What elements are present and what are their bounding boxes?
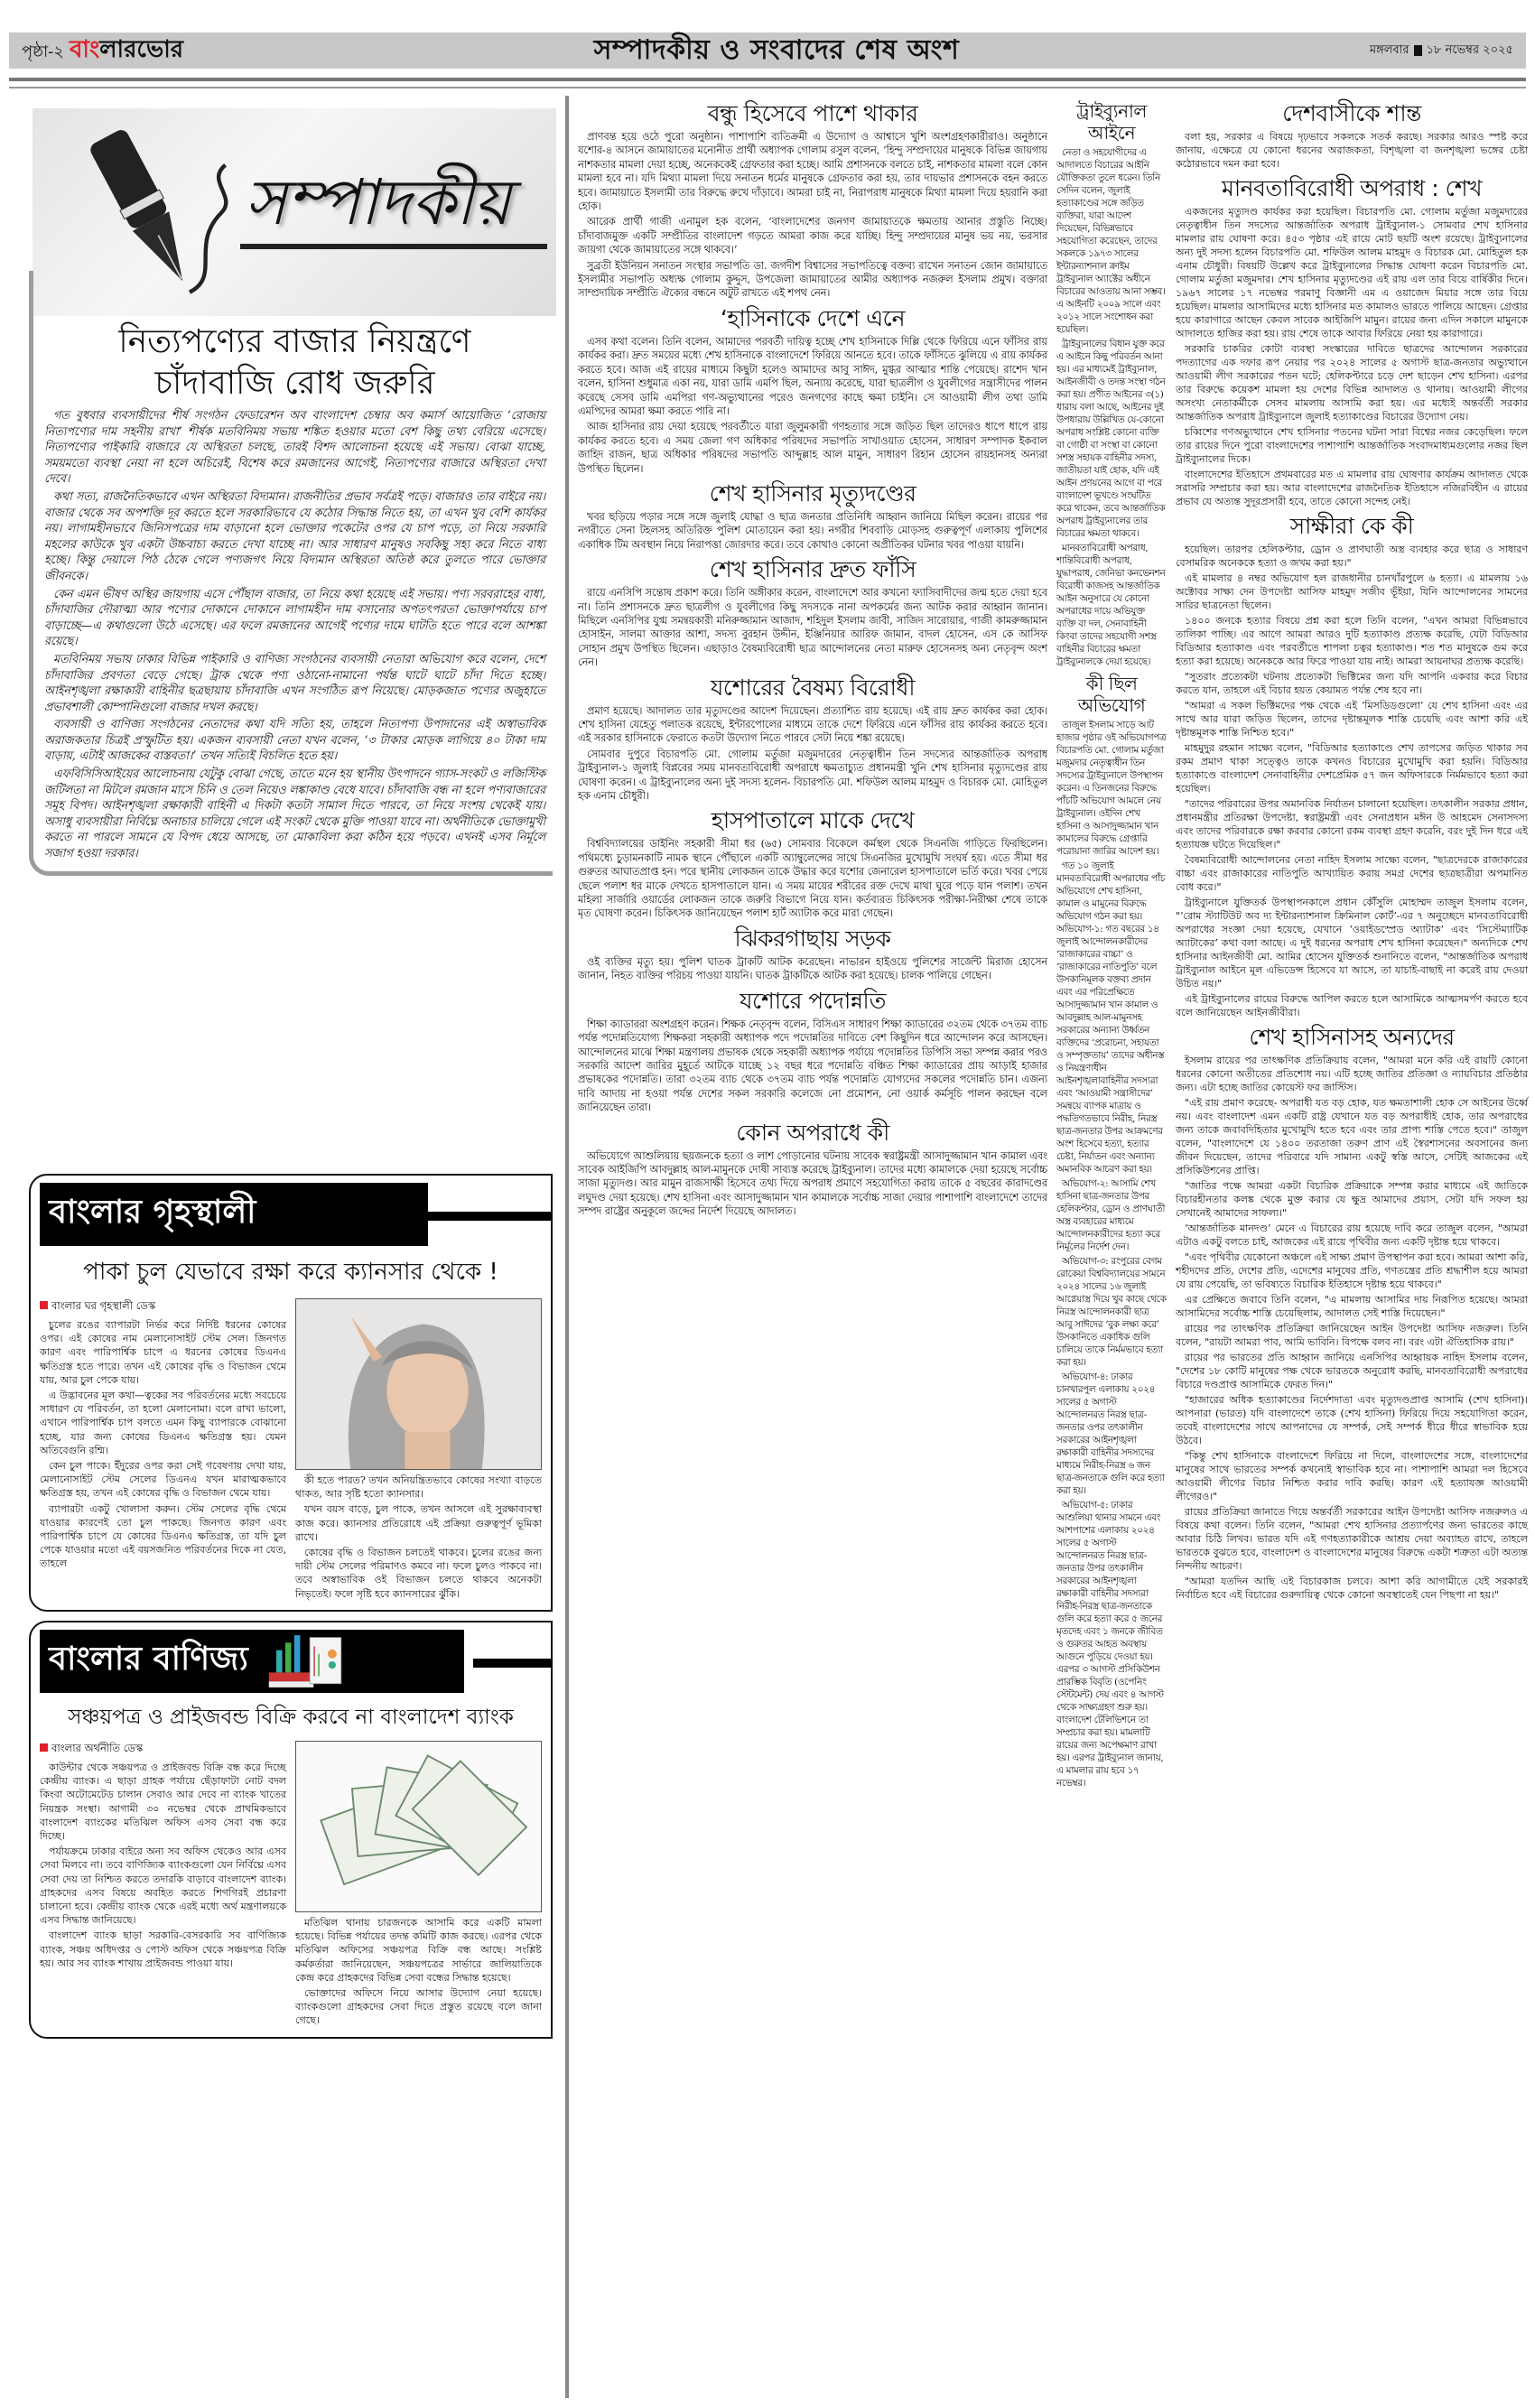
commerce-paragraph: কাউন্টার থেকে সঞ্চয়পত্র ও প্রাইজবন্ড বিক্রি বন্ধ করে দিচ্ছে কেন্দ্রীয় ব্যাংক। এ ছাড়া গ্রাহক পর্যায়ে ছেঁড়াফাটা নোট বদল কিংবা অটোমেটেড চালান সেবাও আর দেবে না ব্যাংক খাতের নিয়ন্ত্রক সংস্থা। আগামী ৩০ নভেম্বর থেকে প্রাথমিকভাবে বাংলাদেশ ব্যাংকের মতিঝিল অফিস এসব সেবা বন্ধ করে দিচ্ছে। xyxy=(40,1762,286,1843)
household-desk-label: বাংলার ঘর গৃহস্থালী ডেস্ক xyxy=(51,1299,156,1312)
editorial-paragraph: কথা সত্য, রাজনৈতিকভাবে এখন অস্থিরতা বিদ্যমান। রাজনীতির প্রভাব সর্বত্রই পড়ে। বাজারও তার বাইরে নয়। বাজার থেকে সব অপশক্তি দূর করতে হলে সরকারিভাবে যে কঠোর সিদ্ধান্ত নিতে হয়, তা এখন খুব বেশি কার্যকর নয়। লাগামহীনভাবে জিনিসপত্রের দাম বাড়ানো হলে ভোক্তার পকেটের ওপর যে চাপ পড়ে, তা নিয়ে সরকারি মহলের কাউকে খুব একটা উচ্চবাচ্য করতে দেখা যাচ্ছে না। আর সাধারণ মানুষও সবকিছু সহ্য করে নিতে বাধ্য হচ্ছে। কিন্তু দেয়ালে পিঠ ঠেকে গেলে পণ্যজগৎ নিয়ে বিদ্যমান অস্থিরতা অতিষ্ঠ করে তুলতে পারে ভোক্তার জীবনকে। xyxy=(44,489,545,583)
article-paragraph: রায়ের পর তাৎক্ষণিক প্রতিক্রিয়া জানিয়েছেন আইন উপদেষ্টা আসিফ নজরুল। তিনি বলেন, "রায়টা আমরা পাব, আমি ভাবিনি। বিপক্ষে বলব না। বরং এটা ঐতিহাসিক রায়।" xyxy=(1176,1323,1528,1348)
household-headline: পাকা চুল যেভাবে রক্ষা করে ক্যানসার থেকে ! xyxy=(83,1259,498,1286)
brand-logo-red: বাং xyxy=(69,36,100,63)
commerce-paragraph: ভোক্তাদের অফিসে নিয়ে আসার উদ্যোগ নেয়া হয়েছে। ব্যাংকগুলো গ্রাহকদের সেবা দিতে প্রস্তুত রয়েছে বলে জানা গেছে। xyxy=(295,1987,542,2027)
article-paragraph: বলা হয়, সরকার এ বিষয়ে দৃঢ়ভাবে সকলকে সতর্ক করছে। সরকার আরও স্পষ্ট করে জানায়, এক্ষেত্রে যে কোনো ধরনের অরাজকতা, বিশৃঙ্খলা বা জনশৃঙ্খলা ভঙ্গের চেষ্টা কঠোরভাবে দমন করা হবে। xyxy=(1176,131,1528,170)
article-paragraph: "সুতরাং প্রত্যেকটা ঘটনায় প্রত্যেকটা ভিক্টিমের জন্য যদি আপনি একবার করে বিচার করতে যান, তাহলে এই বিচার হয়ত কেয়ামত পর্যন্ত শেষ হবে না। xyxy=(1176,671,1528,696)
commerce-desk-label: বাংলার অর্থনীতি ডেস্ক xyxy=(51,1742,144,1754)
article-paragraph: রায়ে এনসিপি সন্তোষ প্রকাশ করে। তিনি অঙ্গীকার করেন, বাংলাদেশে আর কখনো ফ্যাসিবাদীদের জন্ম হতে দেয়া হবে না। তিনি প্রশাসনকে দ্রুত ছাত্রলীগ ও যুবলীগের কিছু সদস্যকে নানা অপকর্মের জন্য আটক করার আহ্বান জানান। মিছিলে এনসিপির যুগ্ম সমন্বয়কারী মনিরুজ্জামান আজাদ, শহিদুল ইসলাম জাবী, সাজিদ সারোয়ার, গাজী কামরুজ্জামান হোসাইন, সালমা আক্তার আশা, সদস্য বুরহান উদ্দীন, ইঞ্জিনিয়ার আরিফ জামান, বাদল হোসেন, এস কে আসিফ সোহান প্রমুখ উপস্থিত ছিলেন। এছাড়াও বৈষম্যবিরোধী ছাত্র আন্দোলনের নেতা মারুফ হোসেনসহ অন্য নেতৃবৃন্দ অংশ নেন। xyxy=(578,586,1047,669)
tribunal-heading: ট্রাইব্যুনাল আইনে xyxy=(1076,100,1147,144)
section-heading: মানবতাবিরোধী অপরাধ : শেখ xyxy=(1221,175,1482,201)
brand-logo xyxy=(70,31,183,70)
editorial-headline-line2: চাঁদাবাজি রোধ জরুরি xyxy=(154,365,435,402)
article-paragraph: রায়ের পর ভারতের প্রতি আহ্বান জানিয়ে এনসিপির আহ্বায়ক নাহিদ ইসলাম বলেন, "দেশের ১৮ কোটি মানুষের পক্ষ থেকে ভারতকে অনুরোধ করছি, মানবতাবিরোধী অপরাধের বিচারে দণ্ডপ্রাপ্ত আসামিকে ফেরত দিন।" xyxy=(1176,1352,1528,1390)
tribunal-paragraph: ট্রাইব্যুনালের বিধান যুক্ত করে এ আইনে কিছু পরিবর্তন আনা হয়। এর মাধ্যমেই ট্রাইব্যুনাল, আইনজীবী ও তদন্ত সংস্থা গঠন করা হয়। প্রণীত আইনের ৩(১) ধারায় বলা আছে, আইনের দুই উপধারায় উল্লিখিত যে-কোনো অপরাধ সংশ্লিষ্ট কোনো ব্যক্তি বা গোষ্ঠী বা সংস্থা বা কোনো সশস্ত্র সহায়ক বাহিনীর সদস্য, জাতীয়তা যাই হোক, যদি এই আইন প্রণয়নের আগে বা পরে বাংলাদেশ ভূখণ্ডে সংঘটিত করে থাকেন, তবে আন্তর্জাতিক অপরাধ ট্রাইব্যুনালের তার বিচারের ক্ষমতা থাকবে। xyxy=(1056,339,1166,539)
separator-square-icon xyxy=(1414,45,1422,56)
editorial-paragraph: গত বুধবার ব্যবসায়ীদের শীর্ষ সংগঠন ফেডারেশন অব বাংলাদেশ চেম্বার অব কমার্স আয়োজিত ‘রোজায় নিত্যপণ্যের দাম সহনীয় রাখা’ শীর্ষক মতবিনিময় সভায় শঙ্কিত হওয়ার মতো বেশ কিছু তথ্য বেরিয়ে এসেছে। নিত্যপণ্যের পাইকারি বাজারে যে অস্থিরতা চলছে, তারই বিশদ আলোচনা হয়েছে এই সভায়। বোঝা যাচ্ছে, সময়মতো ব্যবস্থা নেয়া না হলে অচিরেই, বিশেষ করে রমজানের আগেই, নিত্যপণ্যের বাজারে অস্থিরতা দেখা দেবে। xyxy=(44,409,545,487)
article-paragraph: "এবং পৃথিবীর যেকোনো অঞ্চলে এই সাক্ষ্য প্রমাণ উপস্থাপন করা হবে। আমরা আশা করি, শহীদদের প্রতি, দেশের প্রতি, এদেশের মানুষের প্রতি, গণতন্ত্রের প্রতি শ্রদ্ধাশীল হয়ে আমরা যে রায় পেয়েছি, তা ভবিষ্যতে বিচারিক ইতিহাসে দৃষ্টান্ত হয়ে থাকবে।" xyxy=(1176,1251,1528,1290)
article-paragraph: প্রমাণ হয়েছে। আদালত তার মৃত্যুদণ্ডের আদেশ দিয়েছেন। প্রত্যাশিত রায় হয়েছে। এই রায় দ্রুত কার্যকর করা হোক। শেখ হাসিনা যেহেতু পলাতক রয়েছে, ইন্টারপোলের মাধ্যমে তাকে দেশে ফিরিয়ে এনে ফাঁসির রায় কার্যকর করতে হবে। এই সরকার হাসিনাকে ফেরাতে কতটা উদ্যোগ নিতে পারবে সেটা নিয়ে শঙ্কা রয়েছে। xyxy=(578,703,1047,745)
article-paragraph: "হাজারের অধিক হত্যাকাণ্ডের নির্দেশদাতা এবং মৃত্যুদণ্ডপ্রাপ্ত আসামি (শেখ হাসিনা)। আপনারা (ভারত) যদি বাংলাদেশে তাকে (শেখ হাসিনা) ফিরিয়ে দিয়ে সহযোগিতা করেন, তবেই বাংলাদেশের সাথে আপনাদের যে সম্পর্ক, সেই সম্পর্ক ধীরে ধীরে স্বাভাবিক হয়ে উঠবে। xyxy=(1176,1394,1528,1446)
article-paragraph: এই ট্রাইব্যুনালের রায়ের বিরুদ্ধে আপিল করতে হলে আসামিকে আত্মসমর্পণ করতে হবে বলে জানিয়েছেন আইনজীবীরা। xyxy=(1176,993,1528,1018)
section-heading: বন্ধু হিসেবে পাশে থাকার xyxy=(707,100,918,126)
grey-hair-woman-photo xyxy=(295,1298,542,1470)
editorial-paragraph: ব্যবসায়ী ও বাণিজ্য সংগঠনের নেতাদের কথা যদি সত্যি হয়, তাহলে নিত্যপণ্য উপাদানের এই অস্বাভাবিক অরাজকতার চিত্রই প্রস্ফুটিত হয়। একজন ব্যবসায়ী নেতা যখন বলেন, ‘৩ টাকার মোড়ক লাগিয়ে ৪০ টাকা দাম বাড়ায়, এটাই আজকের বাস্তবতা।’ তখন সত্যিই বিচলিত হতে হয়। xyxy=(44,718,545,764)
middle-column xyxy=(578,96,1047,1221)
household-paragraph: কোষের বৃদ্ধি ও বিভাজন চলতেই থাকবে। চুলের রঙের জন্য দায়ী স্টেম সেলের পরিমাণও কমবে না। ফলে চুলও পাকবে না। তবে অস্বাভাবিক ওই বিভাজন চলতে থাকবে অনেকটা নিভৃতেই। ফলে সৃষ্টি হবে ক্যানসারের ঝুঁকি। xyxy=(295,1547,542,1600)
article-paragraph: আরেক প্রার্থী গাজী এনামুল হক বলেন, ‘বাংলাদেশের জনগণ জামায়াতকে ক্ষমতায় আনার প্রস্তুতি নিচ্ছে। চাঁদাবাজমুক্ত একটি সম্প্রীতির বাংলাদেশ গড়তে আমরা কাজ করে যাচ্ছি। হিন্দু সম্প্রদায়ের মানুষ ভয় নয়, ভরসার জায়গা থেকে জামায়াতের সঙ্গে থাকবে।’ xyxy=(578,215,1047,256)
household-paragraph: যখন বয়স বাড়ে, চুল পাকে, তখন আসলে এই সুরক্ষাব্যবস্থা কাজ করে। ক্যানসার প্রতিরোধে এই প্রক্রিয়া গুরুত্বপূর্ণ ভূমিকা রাখে। xyxy=(295,1503,542,1543)
article-paragraph: ওই ব্যক্তির মৃত্যু হয়। পুলিশ ঘাতক ট্রাকটি আটক করেছেন। নাভারন হাইওয়ে পুলিশের সার্জেন্ট মিরাজ হোসেন জানান, নিহত ব্যক্তির পরিচয় পাওয়া যায়নি। ঘাতক ট্রাকটিকে আটক করা হয়েছে। চালক পালিয়ে গেছেন। xyxy=(578,954,1047,982)
household-paragraph: এ উদ্ভাবনের মূল কথা—ত্বকের সব পরিবর্তনের মধ্যে সবচেয়ে সাধারণ যে পরিবর্তন, তা হলো মেলানোমা। বলে রাখা ভালো, এখানে পারিপার্শ্বিক চাপ বলতে এমন কিছু ব্যাপারকে বোঝানো হচ্ছে, যার জন্য কোষের ডিএনএ ক্ষতিগ্রস্ত হয়। যেমন অতিবেগুনি রশ্মি। xyxy=(40,1390,286,1456)
editorial-banner-rule xyxy=(240,244,547,249)
article-paragraph: এসব কথা বলেন। তিনি বলেন, আমাদের পরবর্তী দায়িত্ব হচ্ছে শেখ হাসিনাকে দিল্লি থেকে ফিরিয়ে এনে ফাঁসির রায় কার্যকর করা। দ্রুত সময়ের মধ্যে শেখ হাসিনাকে বাংলাদেশে ফিরিয়ে আনতে হবে। তাকে ফাঁসিতে ঝুলিয়ে এ রায় কার্যকর করতে হবে। আজ এই রায়ের মাধ্যমে কিছুটা হলেও আমাদের আবু সাঈদ, মুগ্ধর আত্মার শান্তি পেয়েছে। রাশেদ খান বলেন, হাসিনা শুধুমাত্র একা নয়, যারা ডামি এমপি ছিল, অন্যায় করেছে, যারা ছাত্রলীগ ও যুবলীগের সন্ত্রাসীদের পালন করেছে সেসব ডামি এমপিরা গণ-অভ্যুত্থানের পরেও জনগণের কাছে ক্ষমা চাইনি। সে আওয়ামী লীগ তথা ডামি এমপিদের আমরা ক্ষমা করতে পারি না। xyxy=(578,334,1047,417)
tribunal-paragraph: গত ১০ জুলাই মানবতাবিরোধী অপরাধের পাঁচ অভিযোগে শেখ হাসিনা, কামাল ও মামুনের বিরুদ্ধে অভিযোগ গঠন করা হয়। অভিযোগ-১: গত বছরের ১৪ জুলাই আন্দোলনকারীদের ‘রাজাকারের বাচ্চা’ ও ‘রাজাকারের নাতিপুতি’ বলে উসকানিমূলক বক্তব্য প্রদান এবং এর পরিপ্রেক্ষিতে আসাদুজ্জামান খান কামাল ও আবদুল্লাহ আল-মামুনসহ সরকারের অন্যান্য উর্ধ্বতন ব্যক্তিদের ‘প্ররোচনা, সহায়তা ও সম্পৃক্ততায়’ তাদের অধীনস্ত ও নিয়ন্ত্রণাধীন আইনশৃঙ্খলাবাহিনীর সদস্যরা এবং ‘আওয়ামী সন্ত্রাসীদের’ সমন্বয়ে ব্যাপক মাত্রায় ও পদ্ধতিগতভাবে নিরীহ, নিরস্ত্র ছাত্র-জনতার উপর আক্রমণের অংশ হিসেবে হত্যা, হত্যার চেষ্টা, নির্যাতন এবং অন্যান্য অমানবিক আচরণ করা হয়। xyxy=(1056,860,1166,1175)
article-paragraph: প্রাণবন্ত হয়ে ওঠে পুরো অনুষ্ঠান। পাশাপাশি ব্যতিক্রমী এ উদ্যোগ ও আশ্বাসে খুশি অংশগ্রহণকারীরাও। অনুষ্ঠানে যশোর-৪ আসনে জামায়াতের মনোনীত প্রার্থী অধ্যাপক গোলাম রসুল বলেন, ‘হিন্দু সম্প্রদায়ের মানুষকে বিভিন্ন জায়গায় নাশকতার মামলা দেয়া হচ্ছে, অনেককেই গ্রেফতার করা হচ্ছে। আমি প্রশাসনকে বলতে চাই, নাশকতার মামলা বলে কোন মামলা হবে না। যদি মিথ্যা মামলা দিয়ে সনাতন ধর্মের মানুষকে গ্রেফতার করা হয়, তার দায়ভার প্রশাসনকে বহন করতে হবে। জামায়াতে ইসলামী তার বিরুদ্ধে রুখে দাঁড়াবে। আমরা চাই না, নিরাপরাধ মানুষকে মিথ্যা মামলা দিয়ে হয়রানি করা হোক। xyxy=(578,130,1047,213)
article-paragraph: "তাদের পরিবারের উপর অমানবিক নির্যাতন চালানো হয়েছিল। তৎকালীন সরকার প্রধান, প্রধানমন্ত্রীর প্রতিরক্ষা উপদেষ্টা, স্বরাষ্ট্রমন্ত্রী এবং সেনাপ্রধান মঈন উ আহমেদ সেনাসদস্য এবং তাদের পরিবারকে রক্ষা করবার কোনো রকম ব্যবস্থা গ্রহণ করেনি, বরং দুই দিন ধরে এই হত্যাযজ্ঞ ঘটতে দিয়েছিল।" xyxy=(1176,798,1528,851)
article-paragraph: ট্রাইব্যুনালে যুক্তিতর্ক উপস্থাপনকালে প্রধান কৌঁসুলি মোহাম্মদ তাজুল ইসলাম বলেন, "‘রোম স্ট্যাটিউট অব দ্য ইন্টারন্যাশনাল ক্রিমিনাল কোর্ট’-এর ৭ অনুচ্ছেদে মানবতাবিরোধী অপরাধের সংজ্ঞা দেয়া হয়েছে, যেখানে ‘ওয়াইডস্প্রেড অ্যাটাক’ এবং ‘সিস্টেম্যাটিক অ্যাটাকের’ কথা বলা আছে। এ দুই ধরনের অপরাধ শেখ হাসিনা করেছেন।" অন্যদিকে শেখ হাসিনার আইনজীবী মো. আমির হোসেন যুক্তিতর্ক শুনানিতে বলেন, "আন্তর্জাতিক অপরাধ ট্রাইব্যুনাল আইনে মূল এভিডেন্স হিসেবে যা আসে, তা যাচাই-বাছাই না করেই রায় দেওয়া উচিত নয়।" xyxy=(1176,897,1528,990)
article-paragraph: "জাতির পক্ষে আমরা একটা বিচারিক প্রক্রিয়াকে সম্পন্ন করার মাধ্যমে এই জাতিকে বিচারহীনতার কলঙ্ক থেকে মুক্ত করার যে ক্ষুদ্র আমাদের প্রয়াস, সেটা যদি সফল হয় সেখানেই আমাদের সাফল্য।" xyxy=(1176,1180,1528,1219)
tribunal-paragraph: অভিযোগ-২: আসামি শেখ হাসিনা ছাত্র-জনতার উপর হেলিকপ্টার, ড্রোন ও প্রাণঘাতী অস্ত্র ব্যবহারের মাধ্যমে আন্দোলনকারীদের হত্যা করে নির্মূলের নির্দেশ দেন। xyxy=(1056,1178,1166,1252)
household-banner-rule xyxy=(428,1212,553,1221)
tribunal-column xyxy=(1056,96,1167,1791)
article-paragraph: "এই রায় প্রমাণ করেছে- অপরাধী যত বড় হোক, যত ক্ষমতাশালী হোক সে আইনের উর্ধ্বে নয়। এবং বাংলাদেশ এমন একটি রাষ্ট্র যেখানে যত বড় অপরাধীই হোক, তার অপরাধের জন্য তাকে জবাবদিহিতার মুখোমুখি হতে হবে এবং তার প্রাপ্য শাস্তি পেতে হবে।" তাজুল বলেন, "বাংলাদেশে যে ১৪০০ তরতাজা তরুণ প্রাণ এই স্বৈরশাসনের অবসানের জন্য জীবন দিয়েছেন, তাদের পরিবারে যদি সামান্য একটু স্বস্তি আসে, সেটিই আজকের এই প্রসিকিউশনের প্রাপ্তি। xyxy=(1176,1097,1528,1176)
article-paragraph: রায়ের প্রতিক্রিয়া জানাতে গিয়ে অন্তর্বর্তী সরকারের আইন উপদেষ্টা আসিফ নজরুলও এ বিষয়ে কথা বলেন। তিনি বলেন, "আমরা শেখ হাসিনার প্রত্যার্পণের জন্য ভারতের কাছে আবার চিঠি লিখব। ভারত যদি এই গণহত্যাকারীকে আশ্রয় দেয়া অব্যাহত রাখে, তাহলে ভারতকে বুঝতে হবে, বাংলাদেশ ও বাংলাদেশের মানুষের বিরুদ্ধে একটা শত্রুতা এটা অত্যন্ত নিন্দনীয় আচরণ। xyxy=(1176,1506,1528,1572)
article-paragraph: এর প্রেক্ষিতে জবাবে তিনি বলেন, "এ মামলায় আসামির দায় নিরূপিত হয়েছে। আমরা আসামিদের সর্বোচ্চ শাস্তি চেয়েছিলাম, আদালত সেই শাস্তি দিয়েছেন।" xyxy=(1176,1294,1528,1319)
article-paragraph: খবর ছড়িয়ে পড়ার সঙ্গে সঙ্গে জুলাই যোদ্ধা ও ছাত্র জনতার প্রতিনিধি আহ্বান জানিয়ে মিছিল করেন। রায়ের পর নগরীতে সেনা টহলসহ অতিরিক্ত পুলিশ মোতায়েন করা হয়। নগরীর শিববাড়ি মোড়সহ গুরুত্বপূর্ণ এলাকায় পুলিশের একাধিক টিম অবস্থান নিয়ে নিরাপত্তা জোরদার করে। তবে কোথাও কোনো অপ্রীতিকর ঘটনার খবর পাওয়া যায়নি। xyxy=(578,509,1047,551)
tribunal-paragraph: মানবতাবিরোধী অপরাধ, শান্তিবিরোধী অপরাধ, যুদ্ধাপরাধ, জেনিভা কনভেনশন বিরোধী কাজসহ আন্তর্জাতিক আইন অনুসারে যে কোনো অপরাধের দায়ে অভিযুক্ত ব্যক্তি বা দল, সেনাবাহিনী কিংবা তাদের সহযোগী সশস্ত্র বাহিনীর বিচারের ক্ষমতা ট্রাইব্যুনালকে দেয়া হয়েছে। xyxy=(1056,543,1166,667)
household-banner xyxy=(40,1183,428,1246)
section-heading: সাক্ষীরা কে কী xyxy=(1289,513,1414,539)
red-marker-icon xyxy=(40,1743,48,1752)
household-paragraph: কেন চুল পাকে। ইঁদুরের ওপর করা সেই গবেষণায় দেখা যায়, মেলানোসাইট স্টেম সেলের ডিএনএ যখন মারাত্মকভাবে ক্ষতিগ্রস্ত হয়, তখন এই কোষের বৃদ্ধি ও বিভাজন থেমে যায়। xyxy=(40,1460,286,1500)
day-label: মঙ্গলবার xyxy=(1369,42,1409,57)
article-paragraph: ইসলাম রায়ের পর তাৎক্ষণিক প্রতিক্রিয়ায় বলেন, "আমরা মনে করি এই রায়টি কোনো ধরনের কোনো অতীতের প্রতিশোধ নয়। এটি হচ্ছে জাতির প্রতিজ্ঞা ও ন্যায়বিচার প্রতিষ্ঠার জন্য। এটা হচ্ছে জাতির কোয়েস্ট ফর জাস্টিস। xyxy=(1176,1055,1528,1093)
article-paragraph: ‘আন্তর্জাতিক মানদণ্ড’ মেনে এ বিচারের রায় হয়েছে দাবি করে তাজুল বলেন, "আমরা এটাও একটু বলতে চাই, আজকের এই রায়ে পৃথিবীর জন্য একটি দৃষ্টান্ত হয়ে থাকবে। xyxy=(1176,1223,1528,1248)
household-right-column xyxy=(295,1298,542,1603)
article-paragraph: সোমবার দুপুরে বিচারপতি মো. গোলাম মর্তুজা মজুমদারের নেতৃত্বাধীন তিন সদস্যের আন্তর্জাতিক অপরাধ ট্রাইব্যুনাল-১ জুলাই বিপ্লবের সময় মানবতাবিরোধী অপরাধে ক্ষমতাচ্যুত প্রধানমন্ত্রী খুনি শেখ হাসিনার মৃত্যুদণ্ডের রায় ঘোষণা করেন। এ ট্রাইব্যুনালের অন্য দুই সদস্য হলেন- বিচারপতি মো. শফিউল আলম মাহমুদ ও বিচারক মো. মোহিতুল হক এনাম চৌধুরী। xyxy=(578,747,1047,803)
household-paragraph: কী হতে পারত? তখন অনিয়ন্ত্রিতভাবে কোষের সংখ্যা বাড়তে থাকত, আর সৃষ্টি হতো ক্যানসার। xyxy=(295,1474,542,1501)
editorial-paragraph: কেন এমন ভীষণ অস্থির জায়গায় এসে পৌঁছাল বাজার, তা নিয়ে কথা হয়েছে এই সভায়। পণ্য সরবরাহের বাধা, চাঁদাবাজির দৌরাত্ম্য আর পণ্যের দোকানে দোকানে লাগামহীন দাম বসানোর অপতৎপরতা ভোক্তাপর্যায়ে চাপ বাড়াচ্ছে—এ কথাগুলো উঠে এসেছে। এর ফলে রমজানের আগেই পণ্যের দামে ঘাটতি হতে পারে বলে আশঙ্কা রয়েছে। xyxy=(44,587,545,649)
section-heading: হাসপাতালে মাকে দেখে xyxy=(711,807,915,834)
commerce-headline: সঞ্চয়পত্র ও প্রাইজবন্ড বিক্রি করবে না বাংলাদেশ ব্যাংক xyxy=(68,1706,514,1729)
article-paragraph: অভিযোগে আশুলিয়ায় ছয়জনকে হত্যা ও লাশ পোড়ানোর ঘটনায় সাবেক স্বরাষ্ট্রমন্ত্রী আসাদুজ্জামান খান কামাল এবং সাবেক আইজিপি আবদুল্লাহ আল-মামুনকে দোষী সাব্যস্ত করেছে ট্রাইব্যুনাল। তাদের মধ্যে কামালকে দেয়া হয়েছে সর্বোচ্চ সাজা মৃত্যুদণ্ড। আর মামুন রাজসাক্ষী হিসেবে তথ্য দিয়ে অপরাধ প্রমাণে সহযোগিতা করায় তাকে ৫ বছরের কারাদণ্ডের লঘুদণ্ড দেয়া হয়েছে। শেখ হাসিনা এবং আসাদুজ্জামান খান কামালকে সর্বোচ্চ সাজা দেয়ার পাশাপাশি বাংলাদেশে তাদের সম্পদ রাষ্ট্রের অনুকূলে জব্দের নির্দেশ দিয়েছে আদালত। xyxy=(578,1148,1047,1218)
article-paragraph: শিক্ষা ক্যাডাররা অংশগ্রহণ করেন। শিক্ষক নেতৃবৃন্দ বলেন, বিসিএস সাধারণ শিক্ষা ক্যাডারের ৩২তম থেকে ৩৭তম ব্যাচ পর্যন্ত পদোন্নতিযোগ্য শিক্ষকরা সহকারী অধ্যাপক পদে পদোন্নতির দাবিতে বেশ কিছুদিন ধরে আন্দোলন করে আসছেন। আন্দোলনের মাঝে শিক্ষা মন্ত্রণালয় প্রভাষক থেকে সহকারী অধ্যাপক পর্যায়ে পদোন্নতির ডিপিসি সভা সম্পন্ন করার পরও সরকারি আদেশ জারির মুহূর্তে আটকে যাচ্ছে ১২ বছর ধরে পদোন্নতি বঞ্চিত শিক্ষা ক্যাডারের প্রায় আড়াই হাজার প্রভাষকের পদোন্নতি। তারা ৩২তম ব্যাচ থেকে ৩৭তম ব্যাচ পর্যন্ত পদোন্নতি যোগ্যদের সকলের পদোন্নতি চান। এজন্য দাবি আদায় না হওয়া পর্যন্ত দেশের সকল সরকারি কলেজে নো প্রমোশন, নো ওয়ার্ক কর্মসূচি পালন করছেন বলে জানিয়েছেন তারা। xyxy=(578,1017,1047,1114)
savings-certificates-photo xyxy=(295,1741,542,1912)
commerce-paragraph: বাংলাদেশ ব্যাংক ছাড়া সরকারি-বেসরকারি সব বাণিজ্যিক ব্যাংক, সঞ্চয় অধিদপ্তর ও পোস্ট অফিস থেকে সঞ্চয়পত্র বিক্রি হয়। আর সব ব্যাংক শাখায় প্রাইজবন্ড পাওয়া যায়। xyxy=(40,1929,286,1969)
editorial-headline xyxy=(44,321,545,404)
red-marker-icon xyxy=(40,1301,48,1309)
editorial-banner-title: সম্পাদকীয় xyxy=(245,165,511,239)
commerce-banner xyxy=(40,1630,464,1693)
business-chart-icon xyxy=(263,1632,349,1691)
tribunal-paragraph: অভিযোগ-৪: ঢাকার চানখারপুল এলাকায় ২০২৪ সালের ৫ অগাস্ট আন্দোলনরত নিরস্ত্র ছাত্র-জনতার ওপর তৎকালীন সরকারের আইনশৃঙ্খলা রক্ষাকারী বাহিনীর সদস্যদের মাধ্যমে নিরীহ-নিরস্ত্র ৬ জন ছাত্র-জনতাকে গুলি করে হত্যা করা হয়। xyxy=(1056,1371,1165,1496)
article-paragraph: সুব্রতী ইউনিয়ন সনাতন সংস্থার সভাপতি ডা. জগদীশ বিশ্বাসের সভাপতিত্বে বক্তব্য রাখেন সনাতন জোন জামায়াতে ইসলামীর সভাপতি অধ্যক্ষ গোলাম কুদ্দুস, উপজেলা জামায়াতের আমীর অধ্যাপক নজরুল ইসলাম প্রমুখ। বক্তারা সাম্প্রদায়িক সম্প্রীতি ঐক্যের বন্ধনে অটুট রাখতে এই শপথ নেন। xyxy=(578,258,1047,300)
woman-portrait-icon xyxy=(296,1299,541,1469)
article-paragraph: ১৪০০ জনকে হত্যার বিষয়ে প্রশ্ন করা হলে তিনি বলেন, "এখন আমরা বিভিন্নভাবে তালিকা পাচ্ছি। এর আগে আমরা আরও দুটি হত্যাকাণ্ড প্রত্যক্ষ করেছি, যেটা বিডিআর বিডিআর হত্যাকাণ্ড এবং পরবর্তীতে শাপলা চত্বর হত্যাকাণ্ড। শত শত মানুষকে গুম করে হত্যা করা হয়েছে। অনেককে আর ফিরে পাওয়া যায় নাই। আমরা আয়নাঘর প্রত্যক্ষ করেছি। xyxy=(1176,615,1528,667)
masthead xyxy=(9,33,1526,69)
section-heading: দেশবাসীকে শান্ত xyxy=(1282,100,1421,126)
commerce-paragraph: মতিঝিল থানায় চারজনকে আসামি করে একটি মামলা হয়েছে। বিভিন্ন পর্যায়ের তদন্ত কমিটি কাজ করছে। এরপর থেকে মতিঝিল অফিসের সঞ্চয়পত্র বিক্রি বন্ধ আছে। সংশ্লিষ্ট কর্মকর্তারা জানিয়েছেন, সঞ্চয়পত্রের সার্ভারে জালিয়াতিকে কেন্দ্র করে গ্রাহকদের বিভিন্ন সেবা বন্ধের সিদ্ধান্ত হয়েছে। xyxy=(295,1917,542,1984)
tribunal-paragraph: নেতা ও সহযোগীদের এ আদালতে বিচারের আইনি যৌক্তিকতা তুলে ধরেন। তিনি সেদিন বলেন, জুলাই হত্যাকাণ্ডের সঙ্গে জড়িত ব্যক্তিরা, যারা আদেশ দিয়েছেন, বিভিন্নভাবে সহযোগিতা করেছেন, তাদের সকলকে ১৯৭৩ সালের ইন্টারন্যাশনাল ক্রাইম ট্রাইব্যুনাল অ্যাক্টের অধীনে বিচারের আওতায় আনা সম্ভব। এ আইনটি ২০০৯ সালে এবং ২০১২ সালে সংশোধন করা হয়েছিল। xyxy=(1056,147,1166,335)
household-desk-credit xyxy=(40,1298,286,1316)
household-banner-label: বাংলার গৃহস্থালী xyxy=(49,1194,256,1231)
tribunal-paragraph: অভিযোগ-৩: রংপুরের বেগম রোকেয়া বিশ্ববিদ্যালয়ের সামনে ২০২৪ সালের ১৬ জুলাই আগ্নেয়াস্ত্র দিয়ে খুব কাছে থেকে নিরস্ত্র আন্দোলনকারী ছাত্র আবু সাঈদের ‘বুক লক্ষ্য করে’ উসকানিতে একাধিক গুলি চালিয়ে তাকে নির্মমভাবে হত্যা করা হয়। xyxy=(1056,1256,1167,1368)
article-paragraph: সরকারি চাকরির কোটা ব্যবস্থা সংস্কারের দাবিতে ছাত্রদের আন্দোলন সরকারের পদত্যাগের এক দফার রূপ নেয়ার পর ২০২৪ সালের ৫ অগাস্ট ছাত্র-জনতার অভ্যুত্থানে আওয়ামী লীগ সরকারের পতন ঘটে; হেলিকপ্টারে চড়ে দেশ ছাড়েন শেখ হাসিনা। এরপর তার বিরুদ্ধে কয়েকশ মামলা হয় দেশের বিভিন্ন আদালত ও থানায়। আওয়ামী লীগের অসংখ্য নেতাকর্মীকে সেসব মামলায় আসামি করা হয়। এর মধ্যেই অন্তর্বর্তী সরকার আন্তর্জাতিক অপরাধ ট্রাইব্যুনালে জুলাই হত্যাকাণ্ডের বিচারের উদ্যোগ নেয়। xyxy=(1176,343,1528,423)
household-section xyxy=(29,1174,553,1612)
article-paragraph: "কিন্তু শেখ হাসিনাকে বাংলাদেশে ফিরিয়ে না দিলে, বাংলাদেশের সঙ্গে, বাংলাদেশের মানুষের সাথে ভারতের সম্পর্ক কখনোই স্বাভাবিক হবে না। পাশাপাশি আমরা দল হিসেবে আওয়ামী লীগের বিচার নিশ্চিত করার দাবি করছি। কারণ এই হত্যাযজ্ঞ আওয়ামী লীগেরও।" xyxy=(1176,1450,1528,1502)
page-section-title: সম্পাদকীয় ও সংবাদের শেষ অংশ xyxy=(593,33,960,66)
article-paragraph: বাংলাদেশের ইতিহাসে প্রথমবারের মত এ মামলার রায় ঘোষণার কার্যক্রম আদালত থেকে সরাসরি সম্প্রচার করা হয়। আর বাংলাদেশের রাজনৈতিক ইতিহাসে নজিরবিহীন এ রায়ের প্রভাব যে অত্যন্ত সুদূরপ্রসারী হবে, তাতে কোনো সন্দেহ নেই। xyxy=(1176,469,1528,507)
column-divider xyxy=(565,96,569,2398)
article-paragraph: "আমরা যতদিন আছি এই বিচারকাজ চলবে। আশা করি আগামীতে যেই সরকারই নির্বাচিত হবে এই বিচারের গুরুদায়িত্ব থেকে কোনো অবস্থাতেই যেন পিছপা না হয়।" xyxy=(1176,1576,1528,1601)
masthead-left xyxy=(22,31,183,70)
household-left-column xyxy=(40,1298,286,1603)
section-heading: শেখ হাসিনাসহ অন্যদের xyxy=(1249,1024,1455,1050)
date-label: ১৮ নভেম্বর ২০২৫ xyxy=(1426,42,1513,57)
section-heading: শেখ হাসিনার দ্রুত ফাঁসি xyxy=(709,556,916,583)
right-column xyxy=(1176,96,1528,1604)
editorial-paragraph: এফবিসিসিআইয়ের আলোচনায় যেটুকু বোঝা গেছে, তাতে মনে হয় স্থানীয় উৎপাদনে গ্যাস-সংকট ও লজিস্টিক জটিলতা না মিটলে রমজান মাসে চিনি ও তেল নিয়েও লঙ্কাকাণ্ড বেধে যাবে। চাঁদাবাজি বন্ধ না হলে পণ্যবাজারের সমূহ বিপদ। আইনশৃঙ্খলা রক্ষাকারী বাহিনী এ দিকটা কতটা সামাল দিতে পারবে, তা নিয়ে সংশয় থেকেই যায়। অসাধু ব্যবসায়ীরা নির্বিঘ্নে অনাচার চালিয়ে গেলে এই সংকট থেকে মুক্তি পাওয়া যাবে না। অর্থনীতিকে ভোক্তামুখী করতে না পারলে সামনে যে বিপদ ধেয়ে আসছে, তা মোকাবিলা করা কঠিন হয়ে পড়বে। এখনই এসব নির্মূলে সজাগ হওয়া দরকার। xyxy=(44,767,545,861)
masthead-date xyxy=(1370,42,1513,60)
savings-certificates-fan-icon xyxy=(296,1742,541,1911)
article-paragraph: হয়েছিল। তারপর হেলিকপ্টার, ড্রোন ও প্রাণঘাতী অস্ত্র ব্যবহার করে ছাত্র ও সাধারণ বেসামরিক অনেককে হত্যা ও জখম করা হয়।" xyxy=(1176,544,1528,569)
commerce-left-column xyxy=(40,1741,286,2030)
article-paragraph: বৈষম্যবিরোধী আন্দোলনের নেতা নাহিদ ইসলাম সাক্ষ্যে বলেন, "ছাত্রদেরকে রাজাকারের বাচ্চা এবং রাজাকারের নাতিপুতি আখ্যায়িত করায় সমগ্র দেশের ছাত্রছাত্রীরা অপমানিত বোধ করে।" xyxy=(1176,854,1528,893)
section-heading: ঝিকরগাছায় সড়ক xyxy=(734,925,891,952)
article-paragraph: আজ হাসিনার রায় দেয়া হয়েছে পরবর্তীতে যারা জুলুমকারী গণহত্যার সঙ্গে জড়িত ছিল তাদেরও ধাপে ধাপে রায় কার্যকর করতে হবে। এ সময় জেলা গণ অধিকার পরিষদের সভাপতি সাখাওয়াত হোসেন, সাধারণ সম্পাদক ইকবাল জাহিদ রাজন, ছাত্র অধিকার পরিষদের সভাপতি আব্দুল্লাহ আল মামুন, সাধারণ রিহান হোসেন রায়হানসহ অন্যরা উপস্থিত ছিলেন। xyxy=(578,420,1047,475)
article-paragraph: "আমরা এ সকল ভিক্টিমদের পক্ষ থেকে এই ‘মিসডিডগুলো’ যে শেখ হাসিনা এবং এর সাথে আর যারা জড়িত ছিলেন, তাদের দৃষ্টান্তমূলক শাস্তি চেয়েছি এবং আশা করি এই দৃষ্টান্তমূলক শাস্তি নিশ্চিত হবে।" xyxy=(1176,700,1528,739)
article-paragraph: মাহমুদুর রহমান সাক্ষ্যে বলেন, "বিডিআর হত্যাকাণ্ডে শেখ তাপসের জড়িত থাকার সব রকম প্রমাণ থাকা সত্ত্বেও তাকে কখনও বিচারের মুখোমুখি করা হয়নি। বিডিআর হত্যাকাণ্ডে বাংলাদেশ সেনাবাহিনীর দেশপ্রেমিক ৫৭ জন অফিসারকে নির্মমভাবে হত্যা করা হয়েছিল। xyxy=(1176,742,1528,795)
section-heading: কোন অপরাধে কী xyxy=(736,1119,889,1146)
tribunal-paragraph: তাজুল ইসলাম সাড়ে আট হাজার পৃষ্ঠার ওই অভিযোগপত্র বিচারপতি মো. গোলাম মর্তুজা মজুমদার নেতৃত্বাধীন তিন সদস্যের ট্রাইব্যুনালে উপস্থাপন করেন। এ তিনজনের বিরুদ্ধে পাঁচটি অভিযোগ আমলে নেয় ট্রাইব্যুনাল। ওইদিন শেখ হাসিনা ও আসাদুজ্জামান খান কামালের বিরুদ্ধে গ্রেপ্তারি পরোয়ানা জারির আদেশ হয়। xyxy=(1056,720,1167,857)
tribunal-paragraph: অভিযোগ-৫: ঢাকার আশুলিয়া থানার সামনে এবং আশপাশের এলাকায় ২০২৪ সালের ৫ অগাস্ট আন্দোলনরত নিরস্ত্র ছাত্র-জনতার উপর তৎকালীন সরকারের আইনশৃঙ্খলা রক্ষাকারী বাহিনীর সদস্যরা নিরীহ-নিরস্ত্র ছাত্র-জনতাকে গুলি করে হত্যা করে ৫ জনের মৃতদেহ এবং ১ জনকে জীবিত ও গুরুতর আহত অবস্থায় আগুনে পুড়িয়ে দেওয়া হয়। এরপর ৩ আগস্ট প্রসিকিউশন প্রারম্ভিক বিবৃতি (ওপেনিং স্টেটমেন্ট) দেয় এবং ৪ আগস্ট থেকে সাক্ষ্যগ্রহণ শুরু হয়। বাংলাদেশ টেলিভিশনে তা সম্প্রচার করা হয়। মামলাটি রায়ের জন্য অপেক্ষমাণ রাখা হয়। এরপর ট্রাইব্যুনাল জানায়, এ মামলার রায় হবে ১৭ নভেম্বর। xyxy=(1056,1500,1164,1789)
brand-logo-rest: লারভোর xyxy=(99,36,184,63)
allegations-heading: কী ছিল অভিযোগ xyxy=(1077,673,1146,716)
commerce-desk-credit xyxy=(40,1741,286,1758)
commerce-right-column xyxy=(295,1741,542,2030)
article-paragraph: চব্বিশের গণঅভ্যুত্থানে শেখ হাসিনার পতনের ঘটনা সারা বিশ্বের নজর কেড়েছিল। ফলে তার রায়ের দিনে পুরো বাংলাদেশের পাশাপাশি আন্তর্জাতিক সংবাদমাধ্যমগুলোর নজর ছিল ট্রাইব্যুনালের দিকে। xyxy=(1176,426,1528,465)
masthead-rule-thin xyxy=(9,87,1526,88)
editorial-body xyxy=(44,408,545,862)
article-paragraph: এই মামলার ৪ নম্বর অভিযোগ হল রাজধানীর চানখাঁরপুলে ৬ হত্যা। এ মামলায় ১৬ অক্টোবর সাক্ষ্য দেন উপদেষ্টা আসিফ মাহমুদ সজীব ভূঁইয়া, যিনি আন্দোলনের সামনের সারির ছাত্রনেতা ছিলেন। xyxy=(1176,572,1528,611)
commerce-paragraph: পর্যায়ক্রমে ঢাকার বাইরে অন্য সব অফিস থেকেও আর এসব সেবা মিলবে না। তবে বাণিজ্যিক ব্যাংকগুলো যেন নির্বিঘ্নে এসব সেবা দেয় তা নিশ্চিত করতে তদারকি বাড়াবে বাংলাদেশ ব্যাংক। গ্রাহকদের এসব বিষয়ে অবহিত করতে শিগগিরই প্রচারণা চালানো হবে। কেন্দ্রীয় ব্যাংক থেকে এরই মধ্যে অর্থ মন্ত্রণালয়কে এসব সিদ্ধান্ত জানিয়েছে। xyxy=(40,1846,286,1927)
section-heading: শেখ হাসিনার মৃত্যুদণ্ডের xyxy=(709,479,916,507)
commerce-section xyxy=(29,1621,553,2039)
article-paragraph: বিশ্ববিদ্যালয়ের ডাইনিং সহকারী সীমা ধর (৬৫) সোমবার বিকেলে কর্মস্থল থেকে সিএনজি গাড়িতে ফিরছিলেন। পথিমধ্যে চুড়ামনকাটি নামক স্থানে পৌঁছালে একটি অ্যাম্বুলেন্সের সাথে সিএনজির মুখোমুখি সংঘর্ষ হয়। এতে সীমা ধর গুরুতর আঘাতপ্রাপ্ত হন। পরে স্থানীয় লোকজন তাকে উদ্ধার করে যশোর জেনারেল হাসপাতালে ভর্তি করে। খবর পেয়ে ছেলে পলাশ ধর মাকে দেখতে হাসপাতালে যান। এ সময় মায়ের শরীরের রক্ত দেখে মাথা ঘুরে পড়ে যান পলাশ। তখন মহিলা সার্জারি ওয়ার্ডের লোকজন তাকে জরুরি বিভাগে নিয়ে যান। কর্তব্যরত চিকিৎসক পরীক্ষা-নিরীক্ষা শেষে তাকে মৃত ঘোষণা করেন। চিকিৎসক জানিয়েছেন পলাশ হার্ট অ্যাটাক করে মারা গেছেন। xyxy=(578,837,1047,920)
editorial-article xyxy=(29,271,553,876)
commerce-banner-rule xyxy=(473,1659,553,1668)
household-paragraph: চুলের রঙের ব্যাপারটা নির্ভর করে নির্দিষ্ট ধরনের কোষের ওপর। এই কোষের নাম মেলানোসাইট স্টেম সেল। জিনগত কারণ এবং পারিপার্শ্বিক চাপে এ ধরনের কোষের ডিএনএ ক্ষতিগ্রস্ত হতে পারে। তখন এই কোষের বৃদ্ধি ও বিভাজন থেমে যায়, আর চুল পেকে যায়। xyxy=(40,1319,286,1386)
household-paragraph: ব্যাপারটা একটু খোলাসা করুন। স্টেম সেলের বৃদ্ধি থেমে যাওয়ার কারণেই তো চুল পাকছে। জিনগত কারণ এবং পারিপার্শ্বিক চাপে যে কোষের ডিএনএ ক্ষতিগ্রস্ত, তা যদি চুল পেকে যাওয়ার মতো এই বয়সজনিত পরিবর্তনের দিকে না যেত, তাহলে xyxy=(40,1502,286,1570)
commerce-banner-label: বাংলার বাণিজ্য xyxy=(49,1641,248,1678)
article-paragraph: একজনের মৃত্যুদণ্ড কার্যকর করা হয়েছিল। বিচারপতি মো. গোলাম মর্তুজা মজুমদারের নেতৃত্বাধীন তিন সদস্যের আন্তর্জাতিক অপরাধ ট্রাইব্যুনাল-১ সোমবার শেখ হাসিনার মামলার রায় ঘোষণা করে। ৪৫৩ পৃষ্ঠার এই রায়ে মোট ছয়টি অংশ রয়েছে। ট্রাইব্যুনালের অন্য দুই সদস্য হলেন বিচারপতি মো. শফিউল আলম মাহমুদ ও বিচারক মো. মোহিতুল হক এনাম চৌধুরী। বিষয়টি উল্লেখ করে ট্রাইব্যুনালের সিদ্ধান্ত ঘোষণা করেন বিচারপতি মো. গোলাম মর্তুজা মজুমদার। শেখ হাসিনার মৃত্যুদণ্ডের এই রায় এল তার বিয়ে বার্ষিকীর দিনে। ১৯৬৭ সালের ১৭ নভেম্বর পরমাণু বিজ্ঞানী এম এ ওয়াজেদ মিয়ার সঙ্গে তার বিয়ে হয়েছিল। মামলার আসামিদের মধ্যে হাসিনার মত কামালও ভারতে পালিয়ে আছেন। গ্রেপ্তার হয়ে কারাগারে আছেন কেবল সাবেক আইজিপি মামুন। রায়ের জন্য এদিন সকালে মামুনকে আদালতে হাজির করা হয়। রায় শেষে তাকে আবার ফিরিয়ে নেয়া হয় কারাগারে। xyxy=(1176,206,1528,339)
section-heading: যশোরের বৈষম্য বিরোধী xyxy=(710,674,916,701)
page-number: পৃষ্ঠা-২ xyxy=(22,42,64,61)
section-heading: ‘হাসিনাকে দেশে এনে xyxy=(720,304,906,331)
editorial-paragraph: মতবিনিময় সভায় ঢাকার বিভিন্ন পাইকারি ও বাণিজ্য সংগঠনের ব্যবসায়ী নেতারা অভিযোগ করে বলেন, দেশে চাঁদাবাজির প্রবণতা বেড়ে গেছে। ট্রাক থেকে পণ্য ওঠানো-নামানো পর্যন্ত ঘাটে ঘাটে চাঁদা দিতে হচ্ছে। আইনশৃঙ্খলা রক্ষাকারী বাহিনীর ছত্রছায়ায় চাঁদাবাজি এখন সংগঠিত রূপ নিয়েছে। মোড়কজাত পণ্যের অজুহাতে প্রভাবশালী কোম্পানিগুলো বাজার দখল করছে। xyxy=(44,652,545,714)
editorial-headline-line1: নিত্যপণ্যের বাজার নিয়ন্ত্রণে xyxy=(118,323,471,360)
masthead-rule xyxy=(9,78,1526,81)
section-heading: যশোরে পদোন্নতি xyxy=(740,987,886,1014)
